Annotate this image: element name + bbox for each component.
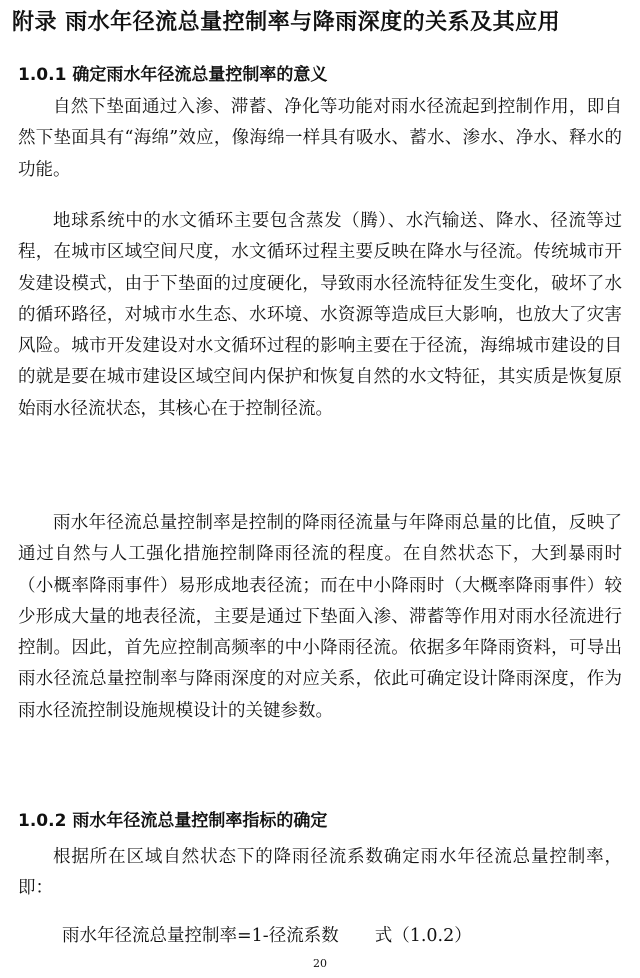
paragraph-control-rate-determination: 根据所在区域自然状态下的降雨径流系数确定雨水年径流总量控制率，即： — [18, 847, 622, 899]
section-heading-1-0-1: 1.0.1 确定雨水年径流总量控制率的意义 — [18, 65, 328, 85]
paragraph-sponge-effect: 自然下垫面通过入渗、滞蓄、净化等功能对雨水径流起到控制作用，即自然下垫面具有“海绵”效应，像海绵一样具有吸水、蓄水、渗水、净水、释水的功能。 — [18, 97, 622, 180]
formula-line — [62, 922, 622, 950]
paragraph-control-rate-definition: 雨水年径流总量控制率是控制的降雨径流量与年降雨总量的比值，反映了通过自然与人工强化措施控制降雨径流的程度。在自然状态下，大到暴雨时（小概率降雨事件）易形成地表径流；而在中小降雨时（大概率降雨事件）较少形成大量的地表径流，主要是通过下垫面入渗、滞蓄等作用对雨水径流进行控制。因此，首先应控制高频率的中小降雨径流。依据多年降雨资料，可导出雨水径流总量控制率与降雨深度的对应关系，依此可确定设计降雨深度，作为雨水径流控制设施规模设计的关键参数。 — [18, 513, 622, 721]
page-number: 20 — [313, 957, 327, 970]
section-heading-1-0-2: 1.0.2 雨水年径流总量控制率指标的确定 — [18, 811, 328, 831]
appendix-title: 附录 雨水年径流总量控制率与降雨深度的关系及其应用 — [12, 10, 561, 35]
formula-tag: 式（1.0.2） — [374, 926, 472, 946]
formula-expression: 雨水年径流总量控制率=1-径流系数 — [62, 926, 339, 946]
paragraph-hydrologic-cycle: 地球系统中的水文循环主要包含蒸发（腾）、水汽输送、降水、径流等过程，在城市区域空间尺度，水文循环过程主要反映在降水与径流。传统城市开发建设模式，由于下垫面的过度硬化，导致雨水径流特征发生变化，破坏了水的循环路径，对城市水生态、水环境、水资源等造成巨大影响，也放大了灾害风险。城市开发建设对水文循环过程的影响主要在于径流，海绵城市建设的目的就是要在城市建设区域空间内保护和恢复自然的水文特征，其实质是恢复原始雨水径流状态，其核心在于控制径流。 — [18, 211, 622, 419]
